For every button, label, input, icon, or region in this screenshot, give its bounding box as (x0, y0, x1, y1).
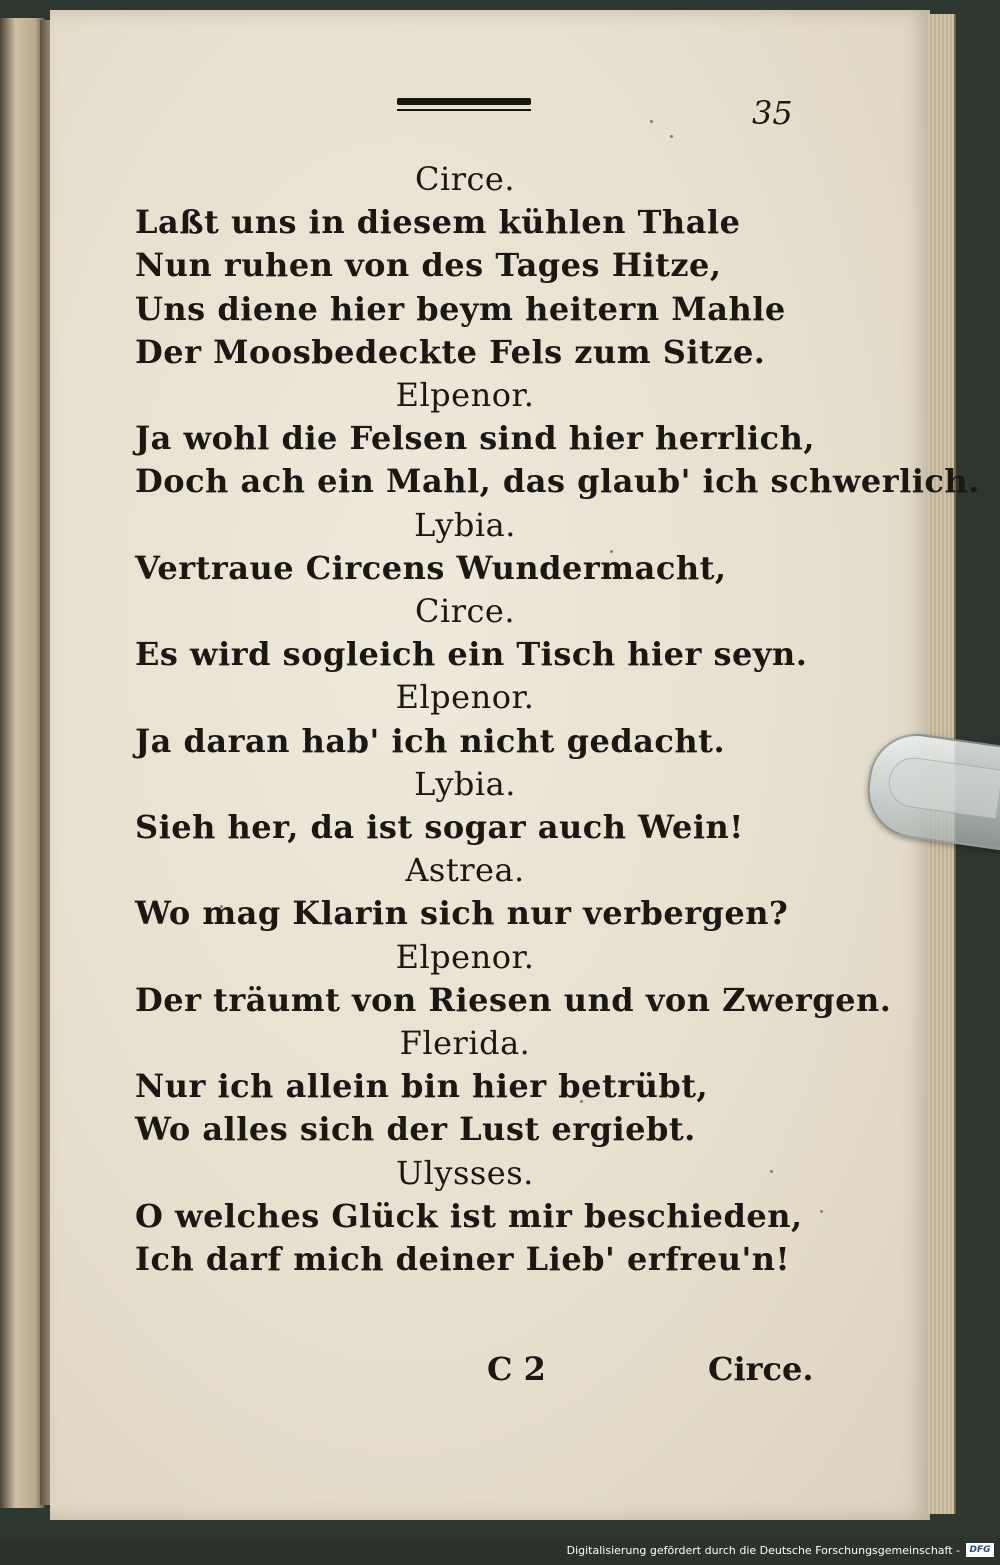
verse-line: Vertraue Circens Wundermacht, (135, 548, 727, 587)
verse-line: Doch ach ein Mahl, das glaub' ich schwerlich. (135, 462, 980, 501)
catchword: Circe. (708, 1350, 814, 1388)
verse-line: Ja daran hab' ich nicht gedacht. (135, 721, 726, 760)
header-rule (397, 98, 531, 111)
verse-line: Es wird sogleich ein Tisch hier seyn. (135, 635, 808, 674)
facing-page-edge (0, 18, 44, 1508)
speaker-name: Lybia. (414, 764, 516, 803)
verse-line: Der träumt von Riesen und von Zwergen. (135, 980, 892, 1019)
speaker-name: Circe. (414, 592, 516, 630)
speaker-name: Elpenor. (395, 937, 535, 976)
speaker-name: Ulysses. (396, 1153, 534, 1192)
verse-line: Ich darf mich deiner Lieb' erfreu'n! (135, 1240, 791, 1278)
verse-line: Ja wohl die Felsen sind hier herrlich, (135, 419, 816, 458)
verse-line: Uns diene hier beym heitern Mahle (135, 289, 786, 328)
footer-bar (0, 1538, 1000, 1565)
speaker-name: Circe. (414, 160, 516, 198)
funding-credit: Digitalisierung gefördert durch die Deutsche Forschungsgemeinschaft - (566, 1544, 960, 1557)
verse-line: O welches Glück ist mir beschieden, (135, 1196, 803, 1235)
verse-line: Wo alles sich der Lust ergiebt. (135, 1110, 696, 1149)
speaker-name: Elpenor. (395, 376, 535, 414)
verse-line: Der Moosbedeckte Fels zum Sitze. (135, 332, 766, 371)
dfg-logo: DFG (966, 1543, 994, 1557)
signature-mark: C 2 (487, 1350, 546, 1388)
verse-line: Laßt uns in diesem kühlen Thale (135, 203, 741, 242)
speaker-name: Elpenor. (395, 678, 535, 717)
page-number: 35 (752, 94, 793, 132)
verse-line: Wo mag Klarin sich nur verbergen? (135, 894, 789, 933)
speaker-name: Lybia. (414, 505, 516, 544)
verse-line: Nur ich allein bin hier betrübt, (135, 1067, 709, 1106)
speaker-name: Astrea. (405, 851, 525, 890)
verse-line: Sieh her, da ist sogar auch Wein! (135, 808, 744, 846)
verse-line: Nun ruhen von des Tages Hitze, (135, 246, 722, 285)
speaker-name: Flerida. (399, 1024, 531, 1062)
